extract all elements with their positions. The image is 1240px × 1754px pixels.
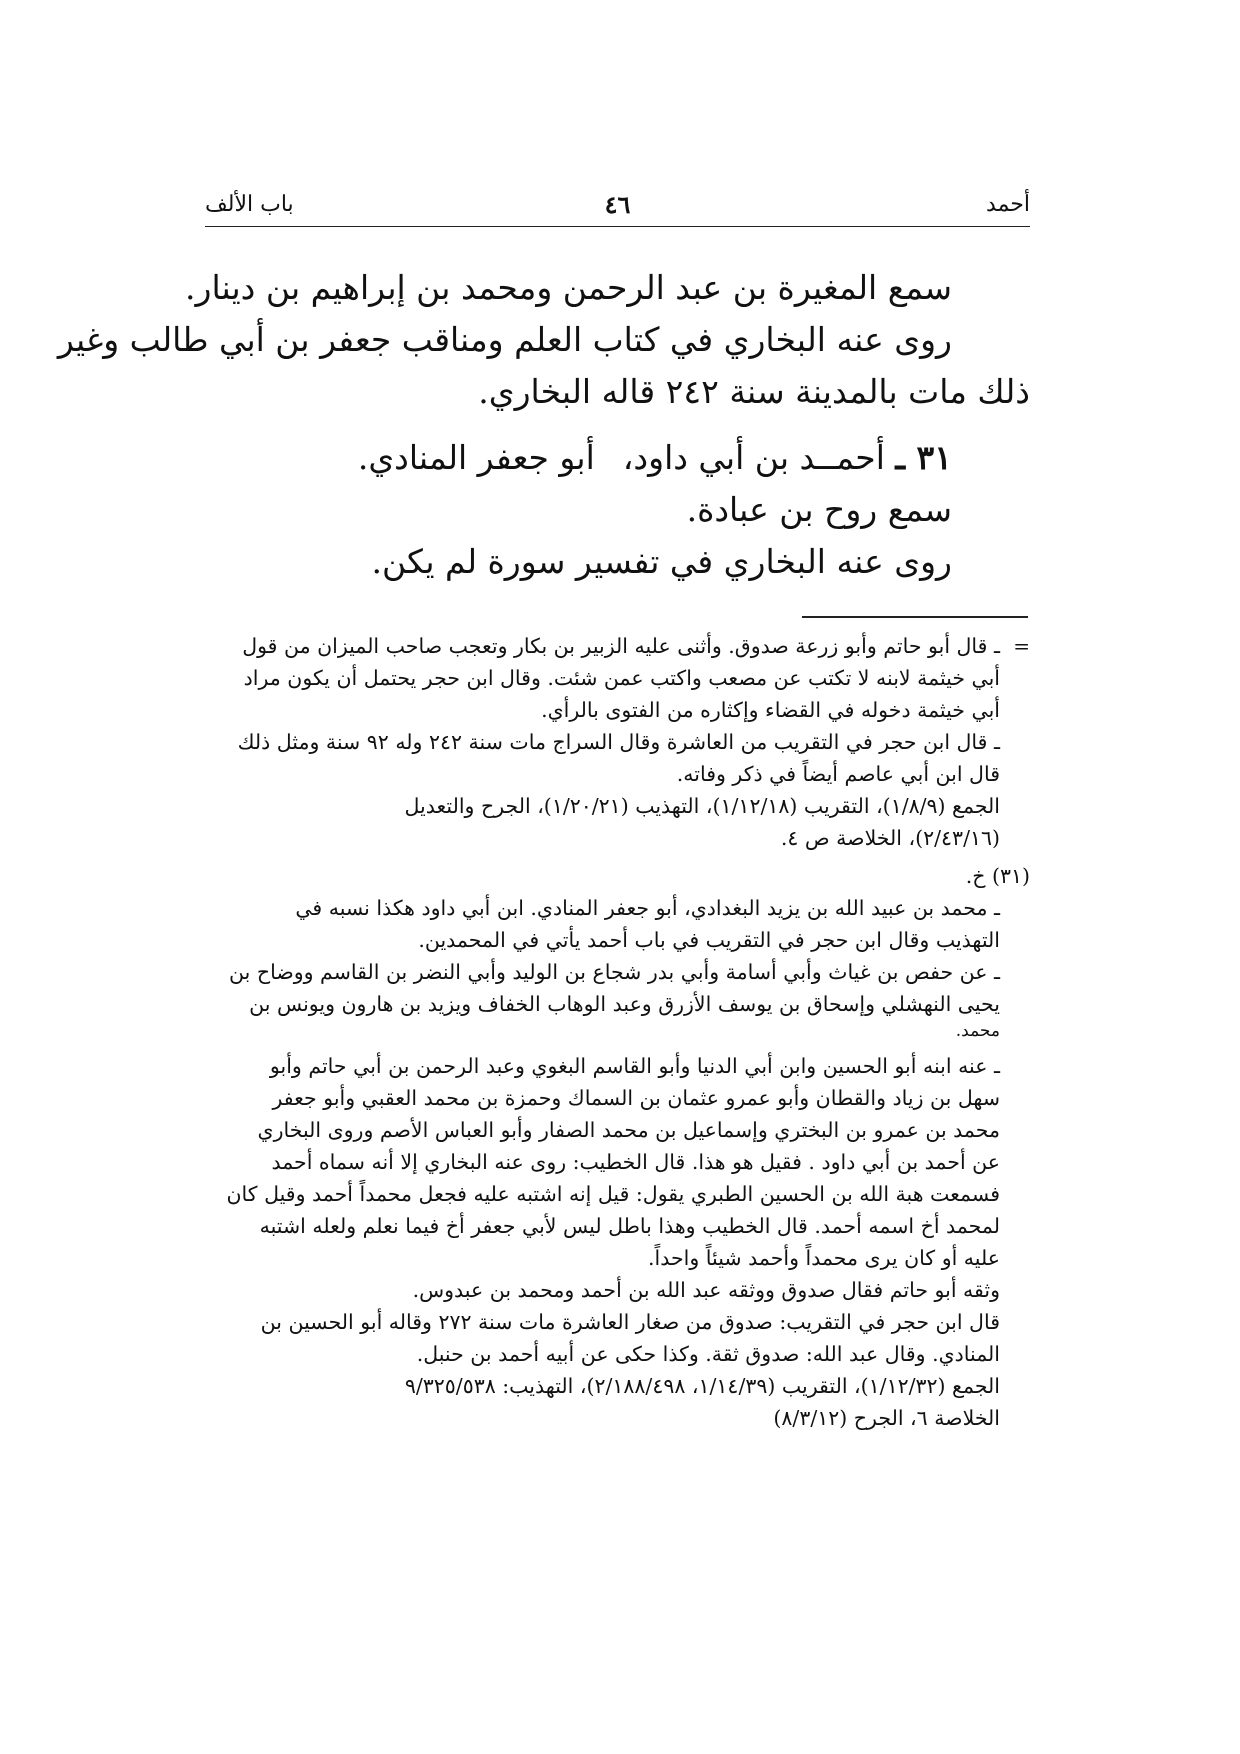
footnote-line-small: محمد. [955, 1021, 1000, 1041]
footnote-line: المنادي. وقال عبد الله: صدوق ثقة. وكذا حكى عن أبيه أحمد بن حنبل. [416, 1342, 1000, 1366]
main-line: روى عنه البخاري في تفسير سورة لم يكن. [371, 542, 952, 581]
footnote-line: الجمع (١/١٢/٣٢)، التقريب (١/١٤/٣٩، ٢/١٨٨/٤٩٨)، التهذيب: ٩/٣٢٥/٥٣٨ [404, 1374, 1000, 1398]
footnote-line: سهل بن زياد والقطان وأبو عمرو عثمان بن السماك وحمزة بن محمد العقبي وأبو جعفر [272, 1086, 1000, 1110]
footnote-line: وثقه أبو حاتم فقال صدوق ووثقه عبد الله بن أحمد ومحمد بن عبدوس. [412, 1278, 1000, 1302]
footnote-line: ـ قال أبو حاتم وأبو زرعة صدوق. وأثنى عليه الزبير بن بكار وتعجب صاحب الميزان من قول [242, 634, 1000, 658]
main-text [57, 262, 1030, 588]
footnote-line: أبي خيثمة دخوله في القضاء وإكثاره من الفتوى بالرأي. [541, 698, 1000, 722]
main-line: سمع روح بن عبادة. [686, 490, 952, 529]
running-header [205, 190, 1030, 226]
entry-kunya: أبو جعفر المنادي. [357, 438, 595, 477]
footnote-line: عن أحمد بن أبي داود . فقيل هو هذا. قال الخطيب: روى عنه البخاري إلا أنه سماه أحمد [271, 1150, 1000, 1174]
header-divider [205, 226, 1030, 227]
footnote-line: أبي خيثمة لابنه لا تكتب عن مصعب واكتب عمن شئت. وقال ابن حجر يحتمل أن يكون مراد [243, 666, 1000, 690]
footnote-line: ـ عنه ابنه أبو الحسين وابن أبي الدنيا وأبو القاسم البغوي وعبد الرحمن بن أبي حاتم وأبو [269, 1054, 1000, 1078]
entry-heading [210, 432, 952, 484]
main-line: روى عنه البخاري في كتاب العلم ومناقب جعفر بن أبي طالب وغير [57, 320, 952, 359]
footnote-line: قال ابن أبي عاصم أيضاً في ذكر وفاته. [676, 762, 1000, 786]
footnote-30-continued [205, 630, 1030, 854]
footnote-line: الجمع (١/٨/٩)، التقريب (١/١٢/١٨)، التهذيب (١/٢٠/٢١)، الجرح والتعديل [404, 794, 1000, 818]
page-number: ٤٦ [604, 190, 631, 219]
footnote-line: (٢/٤٣/١٦)، الخلاصة ص ٤. [780, 826, 1000, 850]
footnote-line: فسمعت هبة الله بن الحسين الطبري يقول: قيل إنه اشتبه عليه فجعل محمداً أحمد وقيل كان [226, 1182, 1000, 1206]
footnote-line: ـ محمد بن عبيد الله بن يزيد البغدادي، أبو جعفر المنادي. ابن أبي داود هكذا نسبه في [295, 896, 1000, 920]
footnote-line: لمحمد أخ اسمه أحمد. قال الخطيب وهذا باطل ليس لأبي جعفر أخ فيما نعلم ولعله اشتبه [259, 1214, 1000, 1238]
footnote-line: ـ عن حفص بن غياث وأبي أسامة وأبي بدر شجاع بن الوليد وأبي النضر بن القاسم ووضاح بن [229, 960, 1000, 984]
footnote-31 [205, 892, 1030, 1434]
footnote-31-label: (٣١) خ. [965, 864, 1030, 888]
footnote-line: يحيى النهشلي وإسحاق بن يوسف الأزرق وعبد الوهاب الخفاف ويزيد بن هارون ويونس بن [249, 992, 1000, 1016]
header-chapter-title: باب الألف [205, 192, 294, 217]
footnote-line: عليه أو كان يرى محمداً وأحمد شيئاً واحداً. [648, 1246, 1000, 1270]
footnote-line: قال ابن حجر في التقريب: صدوق من صغار العاشرة مات سنة ٢٧٢ وقاله أبو الحسين بن [260, 1310, 1000, 1334]
footnote-line: الخلاصة ٦، الجرح (٨/٣/١٢) [773, 1406, 1000, 1430]
footnote-line: التهذيب وقال ابن حجر في التقريب في باب أحمد يأتي في المحمدين. [418, 928, 1000, 952]
footnote-line: محمد بن عمرو بن البختري وإسماعيل بن محمد الصفار وأبو العباس الأصم وروى البخاري [257, 1118, 1000, 1142]
footnotes [205, 630, 1030, 1434]
main-line: سمع المغيرة بن عبد الرحمن ومحمد بن إبراهيم بن دينار. [185, 268, 952, 307]
entry-number: ٣١ ـ [895, 438, 952, 477]
footnote-line: ـ قال ابن حجر في التقريب من العاشرة وقال السراج مات سنة ٢٤٢ وله ٩٢ سنة ومثل ذلك [237, 730, 1000, 754]
continuation-marker: = [1013, 634, 1030, 658]
main-line: ذلك مات بالمدينة سنة ٢٤٢ قاله البخاري. [478, 372, 1030, 411]
entry-name: أحمــد بن أبي داود، [622, 438, 885, 477]
footnote-divider [802, 616, 1028, 618]
header-section-name: أحمد [986, 192, 1030, 217]
